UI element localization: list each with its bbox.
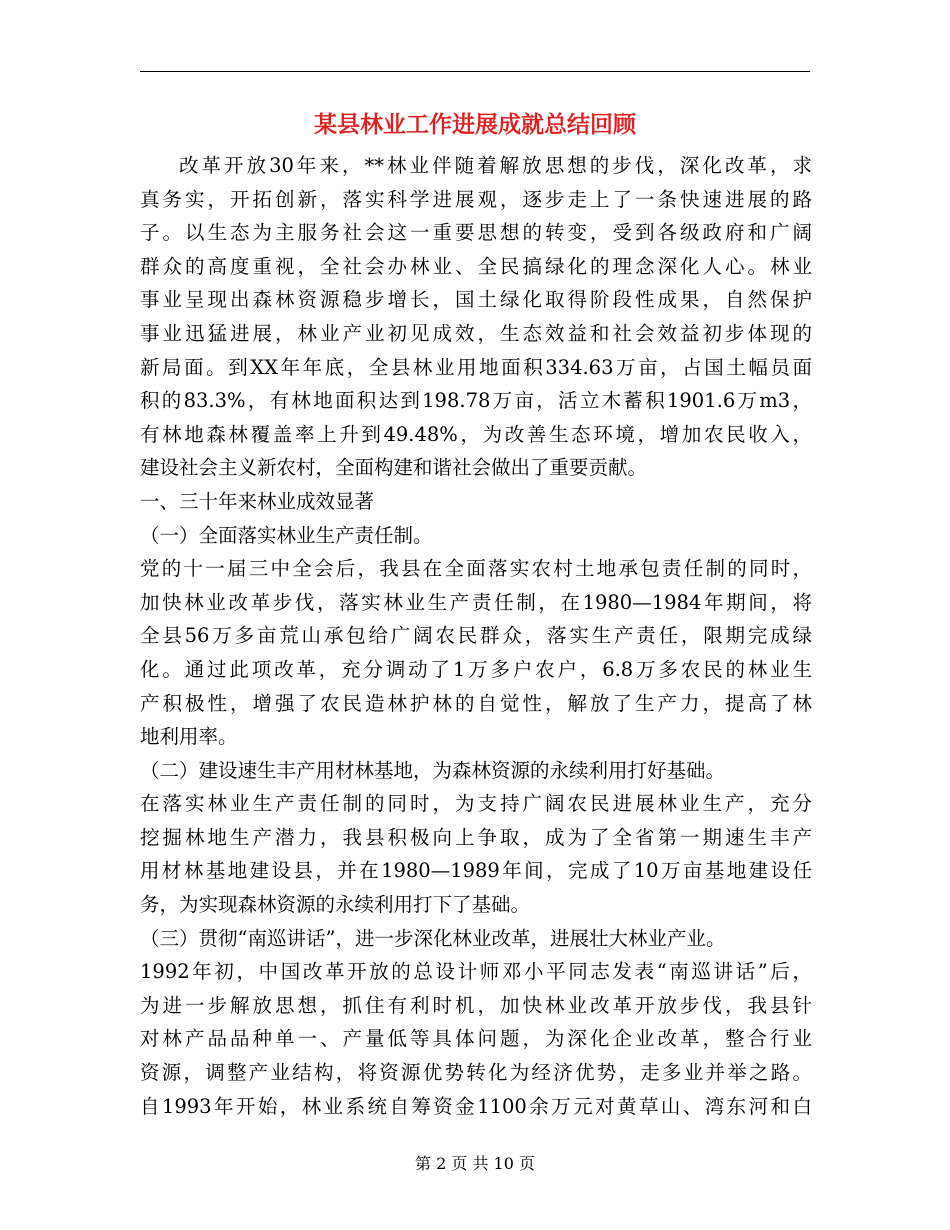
body-line: 1992年初，中国改革开放的总设计师邓小平同志发表“南巡讲话”后， — [140, 960, 812, 984]
body-line: 为进一步解放思想，抓住有利时机，加快林业改革开放步伐，我县针 — [140, 993, 812, 1017]
body-line: 有林地森林覆盖率上升到49.48%，为改善生态环境，增加农民收入， — [140, 422, 812, 446]
body-line: 对林产品品种单一、产量低等具体问题，为深化企业改革，整合行业 — [140, 1027, 812, 1051]
body-line: 积的83.3%，有林地面积达到198.78万亩，活立木蓄积1901.6万m3， — [140, 389, 812, 413]
section-heading: 一、三十年来林业成效显著 — [140, 489, 375, 513]
body-line: 新局面。到XX年年底，全县林业用地面积334.63万亩，占国土幅员面 — [140, 355, 812, 379]
body-line: 自1993年开始，林业系统自筹资金1100余万元对黄草山、湾东河和白 — [140, 1094, 812, 1118]
body-line: 用材林基地建设县，并在1980—1989年间，完成了10万亩基地建设任 — [140, 859, 812, 883]
body-line: 群众的高度重视，全社会办林业、全民搞绿化的理念深化人心。林业 — [140, 254, 812, 278]
body-line: 化。通过此项改革，充分调动了1万多户农户，6.8万多农民的林业生 — [140, 657, 812, 681]
body-line: 改革开放30年来，**林业伴随着解放思想的步伐，深化改革，求 — [179, 154, 812, 177]
body-line: 党的十一届三中全会后，我县在全面落实农村土地承包责任制的同时， — [140, 557, 812, 581]
body-line: 建设社会主义新农村，全面构建和谐社会做出了重要贡献。 — [140, 456, 648, 480]
body-line: 真务实，开拓创新，落实科学进展观，逐步走上了一条快速进展的路 — [140, 187, 812, 211]
body-line: 挖掘林地生产潜力，我县积极向上争取，成为了全省第一期速生丰产 — [140, 825, 812, 849]
body-line: 全县56万多亩荒山承包给广阔农民群众，落实生产责任，限期完成绿 — [140, 624, 812, 648]
body-line: 事业迅猛进展，林业产业初见成效，生态效益和社会效益初步体现的 — [140, 321, 812, 345]
body-line: 事业呈现出森林资源稳步增长，国土绿化取得阶段性成果，自然保护 — [140, 288, 812, 312]
subsection-heading: （一）全面落实林业生产责任制。 — [140, 523, 433, 547]
document-title: 某县林业工作进展成就总结回顾 — [314, 112, 636, 138]
body-line: 子。以生态为主服务社会这一重要思想的转变，受到各级政府和广阔 — [140, 221, 812, 245]
subsection-heading: （二）建设速生丰产用材林基地，为森林资源的永续利用打好基础。 — [140, 758, 726, 782]
body-line: 加快林业改革步伐，落实林业生产责任制，在1980—1984年期间，将 — [140, 590, 812, 614]
body-line: 产积极性，增强了农民造林护林的自觉性，解放了生产力，提高了林 — [140, 691, 812, 715]
body-line: 地利用率。 — [140, 725, 238, 749]
body-line: 资源，调整产业结构，将资源优势转化为经济优势，走多业并举之路。 — [140, 1061, 812, 1085]
body-line: 务，为实现森林资源的永续利用打下了基础。 — [140, 893, 531, 917]
page-footer: 第 2 页 共 10 页 — [415, 1154, 535, 1173]
subsection-heading: （三）贯彻“南巡讲话”，进一步深化林业改革，进展壮大林业产业。 — [140, 926, 726, 950]
document-body — [140, 149, 812, 1123]
body-line: 在落实林业生产责任制的同时，为支持广阔农民进展林业生产，充分 — [140, 792, 812, 816]
header-rule — [140, 71, 810, 72]
